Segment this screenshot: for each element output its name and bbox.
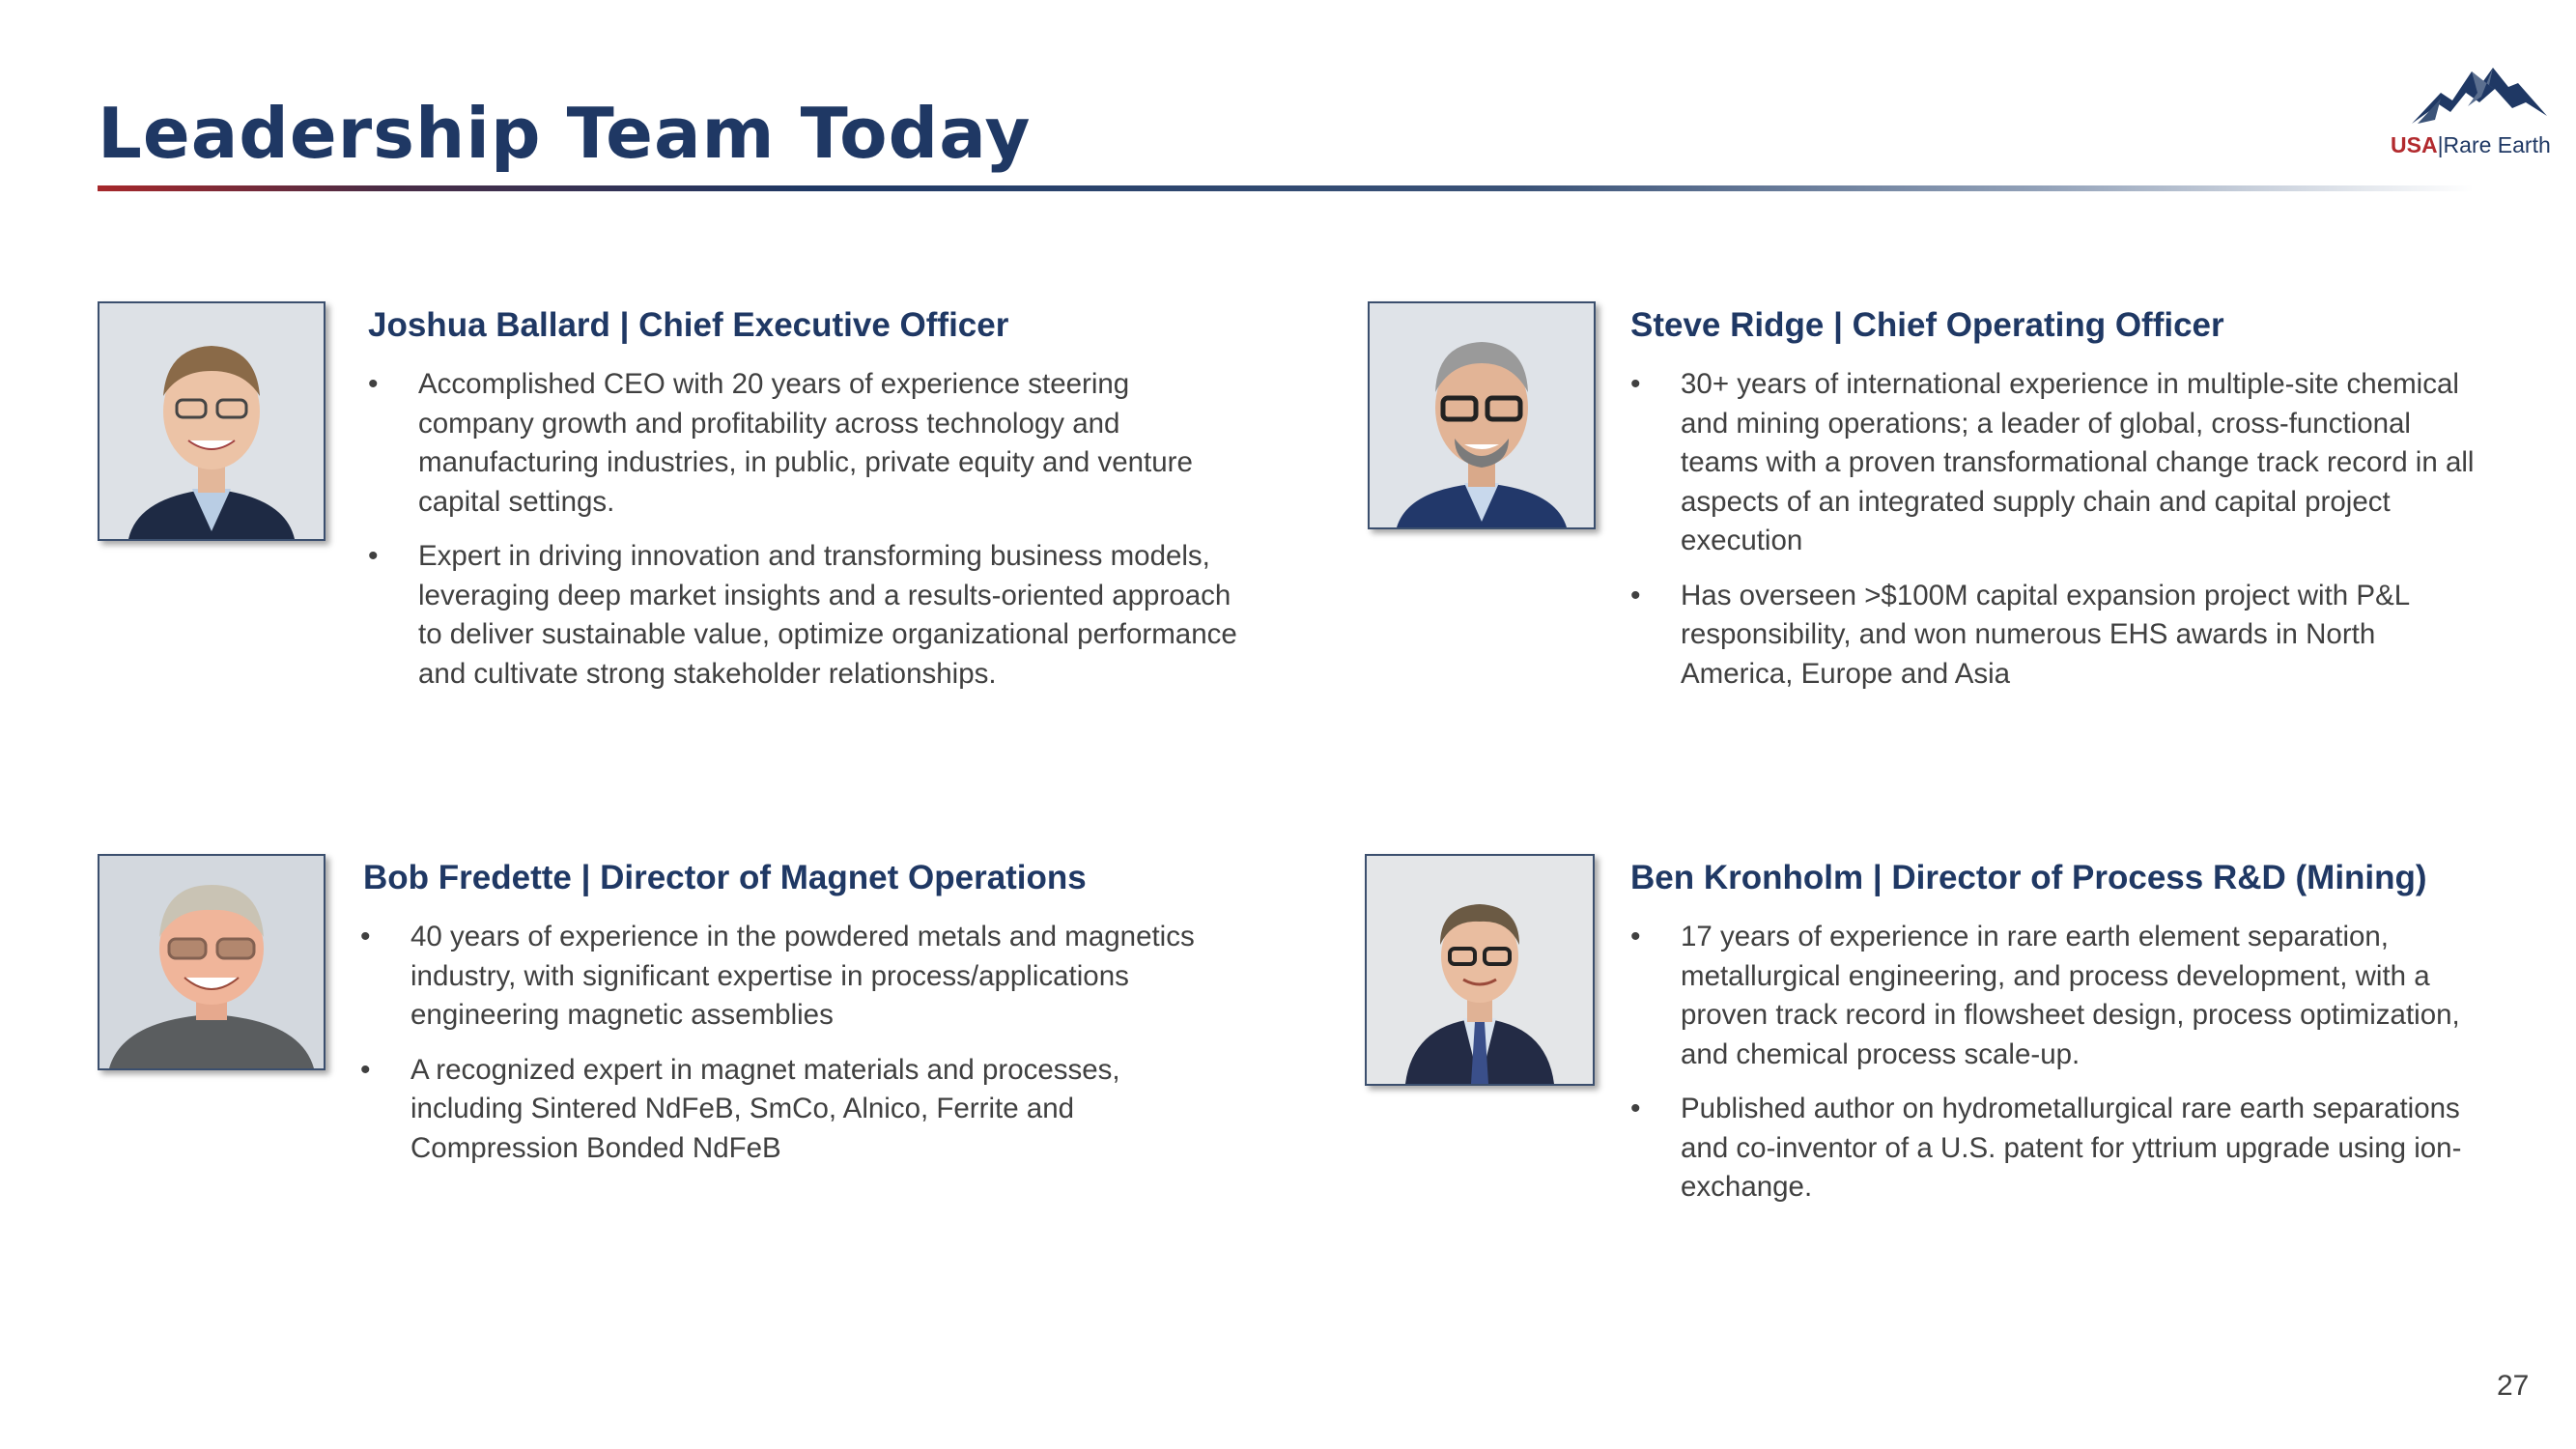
bio-bullet	[1630, 1090, 2480, 1208]
bio-text: 30+ years of international experience in multiple-site chemical and mining operations; a leader of global, cross-functional teams with a proven transformational change track record in all aspects of an integrated supply chain and capital project execution	[1681, 368, 2475, 556]
bullet-icon: •	[1630, 921, 1641, 952]
logo-name: Rare Earth	[2443, 132, 2551, 157]
bio-bullet	[1630, 365, 2480, 561]
leader-bio-list	[1630, 365, 2480, 709]
leader-photo	[98, 854, 326, 1070]
leader-photo	[98, 301, 326, 541]
portrait-photo-icon	[1367, 856, 1593, 1084]
bio-text: 17 years of experience in rare earth element separation, metallurgical engineering, and process development, with a proven track record in flowsheet design, process optimization, and chemical process scale-up.	[1681, 921, 2460, 1070]
leader-bio-list	[1630, 918, 2480, 1223]
bio-text: Accomplished CEO with 20 years of experience steering company growth and profitability across technology and manufacturing industries, in public, private equity and venture capital settings.	[418, 368, 1193, 518]
leader-name: Bob Fredette | Director of Magnet Operations	[363, 859, 1087, 896]
portrait-photo-icon	[99, 303, 324, 539]
leader-name: Joshua Ballard | Chief Executive Officer	[368, 306, 1009, 344]
leader-bio-list	[360, 918, 1210, 1183]
bullet-icon: •	[1630, 1093, 1641, 1124]
bullet-icon: •	[368, 540, 379, 572]
leader-photo	[1365, 854, 1595, 1086]
leader-bio-list	[368, 365, 1237, 709]
bio-text: Expert in driving innovation and transforming business models, leveraging deep market insights and a results-oriented approach to deliver sustainable value, optimize organizational performance and cultivate strong stakeholder relationships.	[418, 540, 1237, 690]
portrait-photo-icon	[99, 856, 324, 1068]
title-divider	[98, 185, 2474, 191]
leader-name: Ben Kronholm | Director of Process R&D (Mining)	[1630, 859, 2427, 896]
bullet-icon: •	[1630, 579, 1641, 611]
company-logo	[2391, 64, 2564, 164]
bio-bullet	[368, 365, 1237, 522]
logo-wordmark	[2391, 129, 2551, 160]
bio-bullet	[1630, 918, 2480, 1074]
logo-brand: USA	[2391, 132, 2438, 157]
bullet-icon: •	[360, 1053, 371, 1086]
bullet-icon: •	[368, 368, 379, 400]
bio-bullet	[360, 1051, 1210, 1169]
portrait-photo-icon	[1370, 303, 1594, 527]
bio-bullet	[368, 537, 1237, 694]
bio-bullet	[360, 918, 1210, 1036]
page-number: 27	[2497, 1370, 2530, 1402]
leader-name: Steve Ridge | Chief Operating Officer	[1630, 306, 2224, 344]
bullet-icon: •	[1630, 368, 1641, 400]
page-title: Leadership Team Today	[98, 93, 1032, 174]
logo-separator: |	[2437, 132, 2444, 157]
bio-text: A recognized expert in magnet materials and processes, including Sintered NdFeB, SmCo, Alnico, Ferrite and Compression Bonded NdFeB	[410, 1053, 1120, 1164]
bio-text: 40 years of experience in the powdered metals and magnetics industry, with significant expertise in process/applications engineering magnetic assemblies	[410, 921, 1195, 1031]
bullet-icon: •	[360, 921, 371, 952]
bio-text: Has overseen >$100M capital expansion project with P&L responsibility, and won numerous EHS awards in North America, Europe and Asia	[1681, 579, 2410, 690]
mountain-icon	[2412, 64, 2547, 128]
leader-photo	[1368, 301, 1596, 529]
bio-text: Published author on hydrometallurgical rare earth separations and co-inventor of a U.S. patent for yttrium upgrade using ion-exchange.	[1681, 1093, 2462, 1203]
bio-bullet	[1630, 577, 2480, 695]
